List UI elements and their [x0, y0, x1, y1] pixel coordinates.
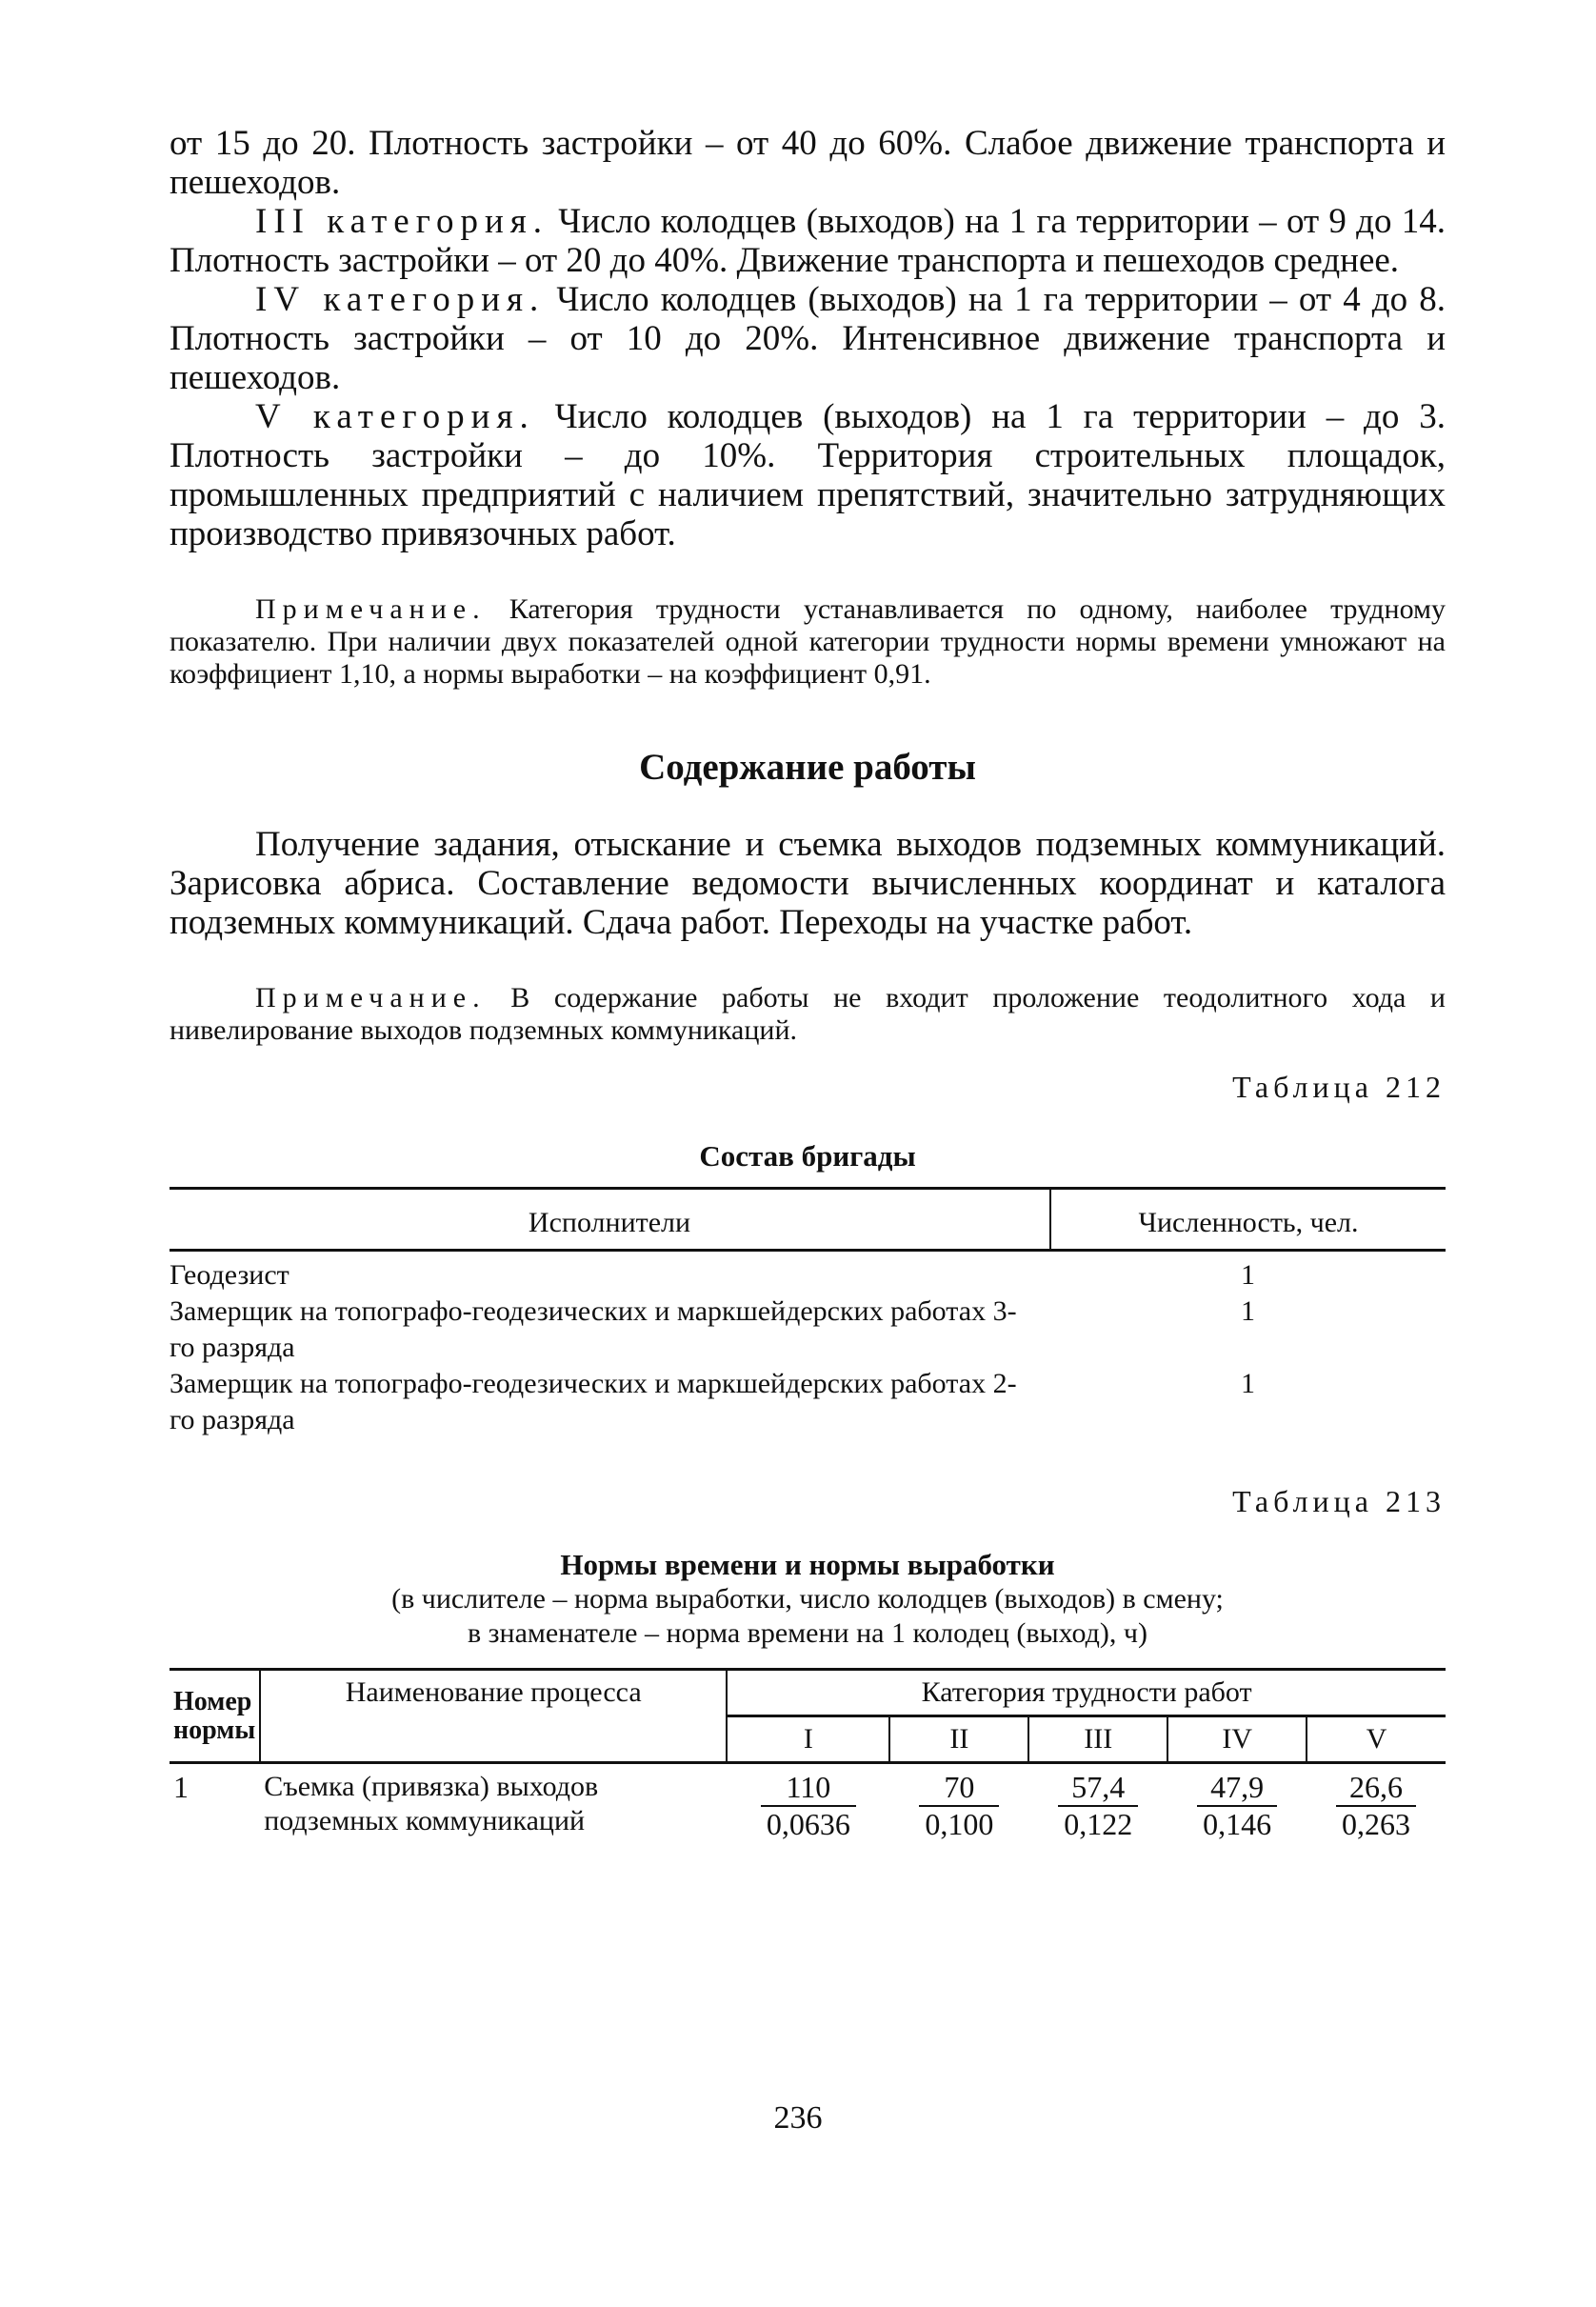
col-process-name: Наименование процесса	[260, 1670, 727, 1763]
crew-table	[170, 1187, 1446, 1438]
col-difficulty-category: Категория трудности работ	[727, 1670, 1446, 1716]
paragraph-cat5	[170, 397, 1446, 553]
paragraph-cat4	[170, 280, 1446, 397]
note1-text: Категория трудности устанавливается по одному, наиболее трудному показателю. При наличии двух показателей одной категории трудности нормы времени умножают на коэффициент 1,10, а нормы выработки – на коэффициент 0,91.	[170, 593, 1446, 690]
performer-count: 1	[1241, 1295, 1255, 1327]
note2-text: В содержание работы не входит проложение теодолитного хода и нивелирование выходов подземных коммуникаций.	[170, 982, 1446, 1046]
table-row	[170, 1763, 1446, 1849]
cat-header: I	[727, 1716, 889, 1763]
cat-header: IV	[1167, 1716, 1307, 1763]
note-difficulty	[170, 593, 1446, 691]
cat5-text: Число колодцев (выходов) на 1 га территории – до 3. Плотность застройки – до 10%. Территория строительных площадок, промышленных предприятий с наличием препятствий, значительно затрудняющих производство привязочных работ.	[170, 397, 1446, 553]
norm-fraction	[1336, 1770, 1416, 1842]
norm-time: 0,122	[1064, 1807, 1133, 1841]
norm-output: 70	[919, 1770, 999, 1807]
page-number: 236	[773, 2100, 823, 2136]
norm-fraction	[919, 1770, 999, 1842]
norm-output: 26,6	[1336, 1770, 1416, 1807]
table-row	[170, 1366, 1446, 1438]
norm-time: 0,100	[925, 1807, 994, 1841]
norm-number: 1	[173, 1770, 189, 1804]
table213-subtitle-1: (в числителе – норма выработки, число колодцев (выходов) в смену;	[391, 1583, 1224, 1615]
norm-time: 0,146	[1203, 1807, 1272, 1841]
table212-title: Состав бригады	[699, 1139, 916, 1173]
col-count: Численность, чел.	[1050, 1189, 1446, 1251]
note-work-content	[170, 982, 1446, 1047]
performer-name: Замерщик на топографо-геодезических и маркшейдерских работах 3-го разряда	[170, 1295, 1017, 1363]
section-title: Содержание работы	[639, 747, 976, 788]
work-content: Получение задания, отыскание и съемка выходов подземных коммуникаций. Зарисовка абриса. Составление ведомости вычисленных координат и каталога подземных коммуникаций. Сдача работ. Переходы на участке работ.	[170, 825, 1446, 942]
cat-header: II	[889, 1716, 1028, 1763]
norm-fraction	[1058, 1770, 1138, 1842]
cat4-text: Число колодцев (выходов) на 1 га территории – от 4 до 8. Плотность застройки – от 10 до 20%. Интенсивное движение транспорта и пешеходов.	[170, 280, 1446, 397]
norm-time: 0,263	[1342, 1807, 1411, 1841]
cat-header: III	[1028, 1716, 1167, 1763]
cat4-label: IV категория.	[255, 280, 546, 319]
cat5-label: V категория.	[255, 397, 535, 436]
note1-label: Примечание.	[255, 593, 487, 625]
norm-fraction	[761, 1770, 856, 1842]
norm-time: 0,0636	[766, 1807, 850, 1841]
norm-output: 110	[761, 1770, 856, 1807]
col-performers: Исполнители	[170, 1189, 1050, 1251]
table213-subtitle-2: в знаменателе – норма времени на 1 колодец (выход), ч)	[468, 1617, 1147, 1649]
paragraph-cat2-end: от 15 до 20. Плотность застройки – от 40 до 60%. Слабое движение транспорта и пешеходов.	[170, 124, 1446, 202]
process-name: Съемка (привязка) выходов подземных коммуникаций	[264, 1771, 599, 1836]
norms-table	[170, 1668, 1446, 1848]
col-norm-number: Номер нормы	[170, 1670, 260, 1763]
note2-label: Примечание.	[255, 982, 487, 1013]
performer-count: 1	[1241, 1368, 1255, 1399]
table213-label: Таблица 213	[1232, 1484, 1446, 1518]
cat3-text: Число колодцев (выходов) на 1 га территории – от 9 до 14. Плотность застройки – от 20 до 40%. Движение транспорта и пешеходов среднее.	[170, 202, 1446, 280]
norm-output: 47,9	[1197, 1770, 1277, 1807]
performer-name: Замерщик на топографо-геодезических и маркшейдерских работах 2-го разряда	[170, 1368, 1017, 1435]
cat-header: V	[1307, 1716, 1446, 1763]
cat3-label: III категория.	[255, 202, 549, 241]
norm-output: 57,4	[1058, 1770, 1138, 1807]
table-row	[170, 1251, 1446, 1294]
performer-count: 1	[1241, 1259, 1255, 1291]
paragraph-cat3	[170, 202, 1446, 280]
table213-title: Нормы времени и нормы выработки	[560, 1548, 1055, 1581]
norm-fraction	[1197, 1770, 1277, 1842]
table212-label: Таблица 212	[1232, 1070, 1446, 1104]
page-body	[170, 124, 1446, 1848]
performer-name: Геодезист	[170, 1259, 289, 1291]
table-row	[170, 1294, 1446, 1366]
